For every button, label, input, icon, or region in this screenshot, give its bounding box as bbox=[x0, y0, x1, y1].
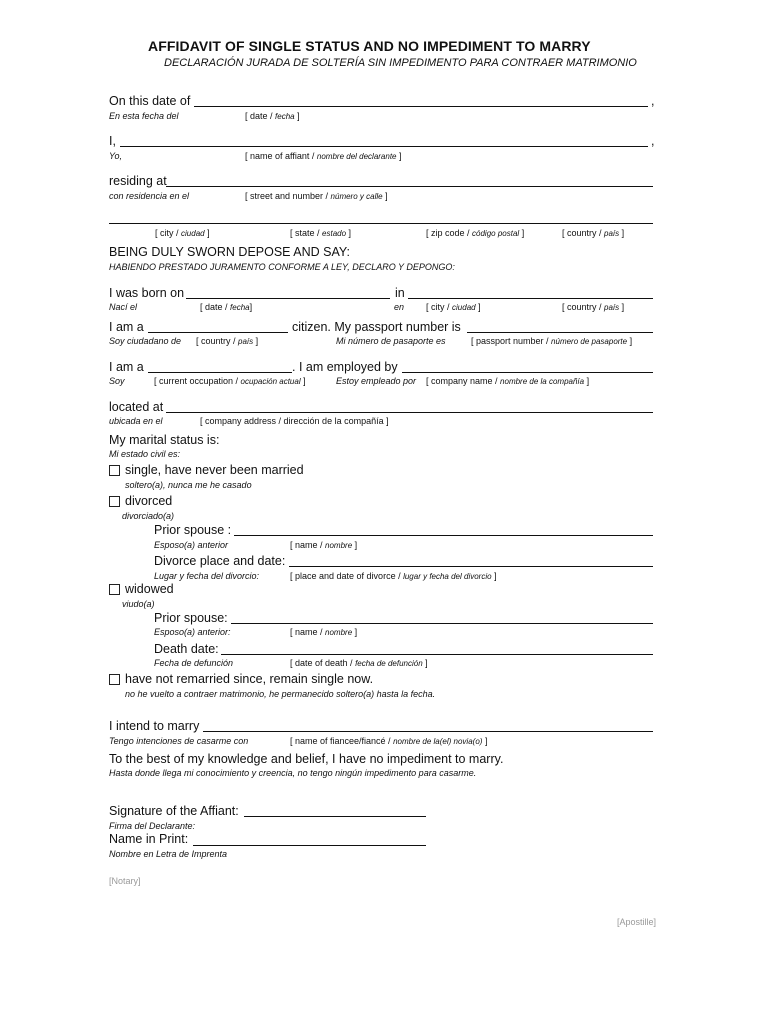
print-name-label-es: Nombre en Letra de Imprenta bbox=[109, 849, 228, 859]
single-label-es: soltero(a), nunca me he casado bbox=[125, 480, 252, 490]
not-remarried-label-es: no he vuelto a contraer matrimonio, he permanecido soltero(a) hasta la fecha. bbox=[125, 689, 436, 699]
citizen-label: I am a bbox=[109, 320, 144, 334]
signature-label: Signature of the Affiant: bbox=[109, 804, 239, 818]
apostille-placeholder: [Apostille] bbox=[617, 917, 657, 927]
country-hint: [ country / país ] bbox=[562, 228, 625, 238]
occupation-hint: [ current occupation / ocupación actual ] bbox=[154, 376, 306, 386]
born-in-label: in bbox=[395, 286, 405, 300]
affiant-hint: [ name of affiant / nombre del declarante ] bbox=[245, 151, 402, 161]
zip-hint: [ zip code / código postal ] bbox=[426, 228, 525, 238]
occupation-label: I am a bbox=[109, 360, 144, 374]
born-in-label-es: en bbox=[394, 302, 405, 312]
employer-label: . I am employed by bbox=[292, 360, 398, 374]
divorced-prior-spouse-label-es: Esposo(a) anterior bbox=[154, 540, 229, 550]
death-date-field[interactable] bbox=[221, 654, 653, 655]
widowed-label: widowed bbox=[125, 582, 174, 596]
divorced-prior-spouse-label: Prior spouse : bbox=[154, 523, 232, 537]
widowed-prior-spouse-field[interactable] bbox=[231, 623, 653, 624]
print-name-label: Name in Print: bbox=[109, 832, 189, 846]
affiant-label: I, bbox=[109, 134, 116, 148]
divorce-place-date-hint: [ place and date of divorce / lugar y fecha del divorcio ] bbox=[290, 571, 497, 581]
widowed-prior-spouse-hint: [ name / nombre ] bbox=[290, 627, 358, 637]
date-label-es: En esta fecha del bbox=[109, 111, 179, 121]
signature-label-es: Firma del Declarante: bbox=[109, 821, 196, 831]
born-label: I was born on bbox=[109, 286, 185, 300]
page-subtitle: DECLARACIÓN JURADA DE SOLTERÍA SIN IMPEDIMENTO PARA CONTRAER MATRIMONIO bbox=[164, 57, 637, 69]
notary-placeholder: [Notary] bbox=[109, 876, 141, 886]
divorce-place-date-label: Divorce place and date: bbox=[154, 554, 286, 568]
divorce-place-date-field[interactable] bbox=[289, 566, 653, 567]
page-title: AFFIDAVIT OF SINGLE STATUS AND NO IMPEDIMENT TO MARRY bbox=[148, 38, 591, 54]
intend-label-es: Tengo intenciones de casarme con bbox=[109, 736, 249, 746]
single-label: single, have never been married bbox=[125, 463, 304, 477]
citizenship-country-field[interactable] bbox=[148, 332, 288, 333]
city-state-zip-country-field[interactable] bbox=[109, 223, 653, 224]
residing-label-es: con residencia en el bbox=[109, 191, 190, 201]
no-impediment-statement: To the best of my knowledge and belief, I have no impediment to marry. bbox=[109, 752, 504, 766]
affiant-comma: , bbox=[651, 134, 655, 148]
divorced-label-es: divorciado(a) bbox=[122, 511, 175, 521]
date-label: On this date of bbox=[109, 94, 191, 108]
occupation-field[interactable] bbox=[148, 372, 292, 373]
intend-label: I intend to marry bbox=[109, 719, 200, 733]
widowed-label-es: viudo(a) bbox=[122, 599, 155, 609]
citizenship-hint: [ country / país ] bbox=[196, 336, 259, 346]
affiant-name-field[interactable] bbox=[120, 146, 648, 147]
passport-label: citizen. My passport number is bbox=[292, 320, 461, 334]
affiant-label-es: Yo, bbox=[109, 151, 123, 161]
employer-label-es: Estoy empleado por bbox=[336, 376, 417, 386]
birth-country-hint: [ country / país ] bbox=[562, 302, 625, 312]
sworn-heading: BEING DULY SWORN DEPOSE AND SAY: bbox=[109, 245, 351, 259]
sworn-heading-es: HABIENDO PRESTADO JURAMENTO CONFORME A LEY, DECLARO Y DEPONGO: bbox=[109, 262, 455, 272]
widowed-checkbox[interactable] bbox=[109, 584, 120, 595]
citizen-label-es: Soy ciudadano de bbox=[109, 336, 182, 346]
divorced-prior-spouse-field[interactable] bbox=[234, 535, 653, 536]
residing-label: residing at bbox=[109, 174, 167, 188]
company-address-hint: [ company address / dirección de la compañía ] bbox=[200, 416, 389, 426]
death-date-hint: [ date of death / fecha de defunción ] bbox=[290, 658, 428, 668]
employer-hint: [ company name / nombre de la compañía ] bbox=[426, 376, 590, 386]
widowed-prior-spouse-label-es: Esposo(a) anterior: bbox=[154, 627, 231, 637]
divorced-checkbox[interactable] bbox=[109, 496, 120, 507]
located-label-es: ubicada en el bbox=[109, 416, 163, 426]
street-field[interactable] bbox=[166, 186, 653, 187]
city-hint: [ city / ciudad ] bbox=[155, 228, 210, 238]
fiance-name-hint: [ name of fiancee/fiancé / nombre de la(el) novia(o) ] bbox=[290, 736, 488, 746]
state-hint: [ state / estado ] bbox=[290, 228, 352, 238]
divorced-prior-spouse-hint: [ name / nombre ] bbox=[290, 540, 358, 550]
no-impediment-statement-es: Hasta donde llega mi conocimiento y creencia, no tengo ningún impedimento para casarme. bbox=[109, 768, 477, 778]
not-remarried-checkbox[interactable] bbox=[109, 674, 120, 685]
death-date-label: Death date: bbox=[154, 642, 219, 656]
street-hint: [ street and number / número y calle ] bbox=[245, 191, 388, 201]
birth-date-field[interactable] bbox=[186, 298, 390, 299]
occupation-label-es: Soy bbox=[109, 376, 125, 386]
passport-number-field[interactable] bbox=[467, 332, 653, 333]
born-label-es: Nací el bbox=[109, 302, 138, 312]
passport-label-es: Mi número de pasaporte es bbox=[336, 336, 446, 346]
marital-status-label-es: Mi estado civil es: bbox=[109, 449, 181, 459]
single-checkbox[interactable] bbox=[109, 465, 120, 476]
print-name-field[interactable] bbox=[193, 845, 426, 846]
signature-field[interactable] bbox=[244, 816, 426, 817]
date-hint: [ date / fecha ] bbox=[245, 111, 300, 121]
not-remarried-label: have not remarried since, remain single now. bbox=[125, 672, 374, 686]
located-label: located at bbox=[109, 400, 164, 414]
birth-place-field[interactable] bbox=[408, 298, 653, 299]
divorced-label: divorced bbox=[125, 494, 173, 508]
divorce-place-date-label-es: Lugar y fecha del divorcio: bbox=[154, 571, 260, 581]
employer-field[interactable] bbox=[402, 372, 653, 373]
widowed-prior-spouse-label: Prior spouse: bbox=[154, 611, 228, 625]
passport-hint: [ passport number / número de pasaporte ] bbox=[471, 336, 633, 346]
birth-date-hint: [ date / fecha] bbox=[200, 302, 253, 312]
birth-city-hint: [ city / ciudad ] bbox=[426, 302, 481, 312]
marital-status-label: My marital status is: bbox=[109, 433, 220, 447]
fiance-name-field[interactable] bbox=[203, 731, 653, 732]
death-date-label-es: Fecha de defunción bbox=[154, 658, 234, 668]
date-comma: , bbox=[651, 94, 655, 108]
company-address-field[interactable] bbox=[166, 412, 653, 413]
date-field[interactable] bbox=[194, 106, 648, 107]
